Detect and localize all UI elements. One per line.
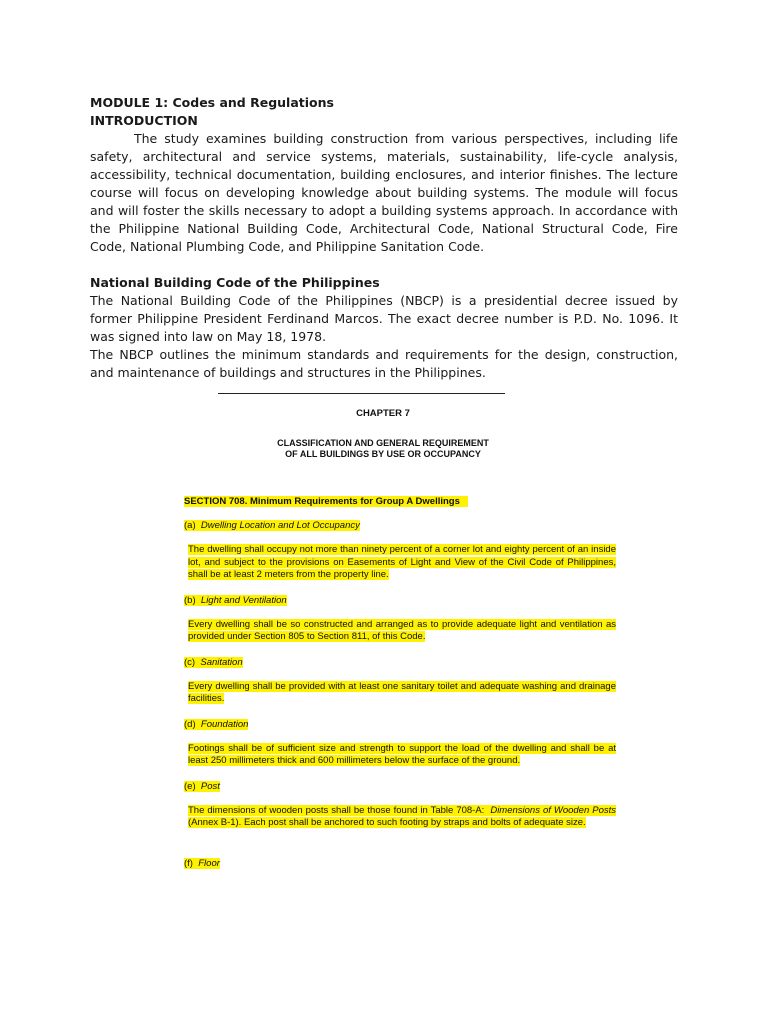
- section-title-text: SECTION 708. Minimum Requirements for Group A Dwellings: [184, 496, 460, 507]
- section-title: [184, 496, 616, 507]
- subsection-f-heading: [184, 858, 616, 869]
- subsection-a-title: Dwelling Location and Lot Occupancy: [200, 520, 360, 531]
- code-excerpt-image: [150, 408, 616, 869]
- subsection-f-title: Floor: [198, 857, 220, 869]
- subsection-e-text: [150, 805, 616, 830]
- subsection-b-body: Every dwelling shall be so constructed and arranged as to provide adequate light and ventilation as provided under Section 805 to Section 811, of this Code.: [188, 618, 616, 642]
- intro-paragraph: The study examines building construction from various perspectives, including life safety, architectural and service systems, materials, sustainability, life-cycle analysis, accessibility, technical documentation, building enclosures, and interior finishes. The lecture course will focus on developing knowledge about building systems. The module will focus and will foster the skills necessary to adopt a building systems approach. In accordance with the Philippine National Building Code, Architectural Code, National Structural Code, Fire Code, National Plumbing Code, and Philippine Sanitation Code.: [90, 131, 678, 254]
- subsection-e-letter: (e): [184, 780, 196, 792]
- subsection-a-body: The dwelling shall occupy not more than ninety percent of a corner lot and eighty percent of an inside lot, and subject to the provisions on Easements of Light and View of the Civil Code of Philippines, shall be at least 2 meters from the property line.: [188, 544, 616, 580]
- subsection-d-text: [150, 743, 616, 768]
- subsection-c-body: Every dwelling shall be provided with at least one sanitary toilet and adequate washing and drainage facilities.: [188, 680, 616, 704]
- subsection-b-title: Light and Ventilation: [200, 594, 287, 606]
- subsection-c-heading: [184, 657, 616, 668]
- subsection-e-body-b: Dimensions of Wooden Posts: [490, 804, 617, 816]
- divider-line: [218, 393, 505, 394]
- subsection-b-text: [150, 619, 616, 644]
- nbcp-heading: National Building Code of the Philippines: [90, 275, 380, 290]
- intro-heading: INTRODUCTION: [90, 113, 198, 128]
- subsection-c-letter: (c): [184, 656, 196, 668]
- chapter-title: [150, 438, 616, 460]
- subsection-e-body-a: The dimensions of wooden posts shall be those found in Table 708-A:: [188, 804, 485, 816]
- module-section: [90, 94, 678, 382]
- subsection-e-title: Post: [200, 780, 220, 792]
- chapter-title-line-1: CLASSIFICATION AND GENERAL REQUIREMENT: [277, 438, 489, 448]
- subsection-d-heading: [184, 719, 616, 730]
- nbcp-paragraph-1: The National Building Code of the Philippines (NBCP) is a presidential decree issued by former Philippine President Ferdinand Marcos. The exact decree number is P.D. No. 1096. It was signed into law on May 18, 1978.: [90, 293, 678, 344]
- subsection-b-letter: (b): [184, 594, 196, 606]
- chapter-title-line-2: OF ALL BUILDINGS BY USE OR OCCUPANCY: [285, 449, 481, 459]
- chapter-label: CHAPTER 7: [356, 408, 410, 419]
- subsection-a-text: [150, 544, 616, 582]
- subsection-e-heading: [184, 781, 616, 792]
- subsection-d-title: Foundation: [200, 718, 249, 730]
- subsection-a-heading: [184, 520, 616, 531]
- subsection-b-heading: [184, 595, 616, 606]
- module-title: MODULE 1: Codes and Regulations: [90, 95, 334, 110]
- subsection-d-letter: (d): [184, 718, 196, 730]
- subsection-e-body-c: (Annex B-1). Each post shall be anchored to such footing by straps and bolts of adequate size.: [188, 817, 586, 828]
- subsection-c-title: Sanitation: [200, 656, 243, 668]
- subsection-d-body: Footings shall be of sufficient size and strength to support the load of the dwelling and shall be at least 250 millimeters thick and 600 millimeters below the surface of the ground.: [188, 742, 616, 766]
- subsection-f-letter: (f): [184, 857, 193, 869]
- nbcp-paragraph-2: The NBCP outlines the minimum standards and requirements for the design, construction, and maintenance of buildings and structures in the Philippines.: [90, 347, 678, 380]
- subsection-a-letter: (a): [184, 520, 196, 531]
- subsection-c-text: [150, 681, 616, 706]
